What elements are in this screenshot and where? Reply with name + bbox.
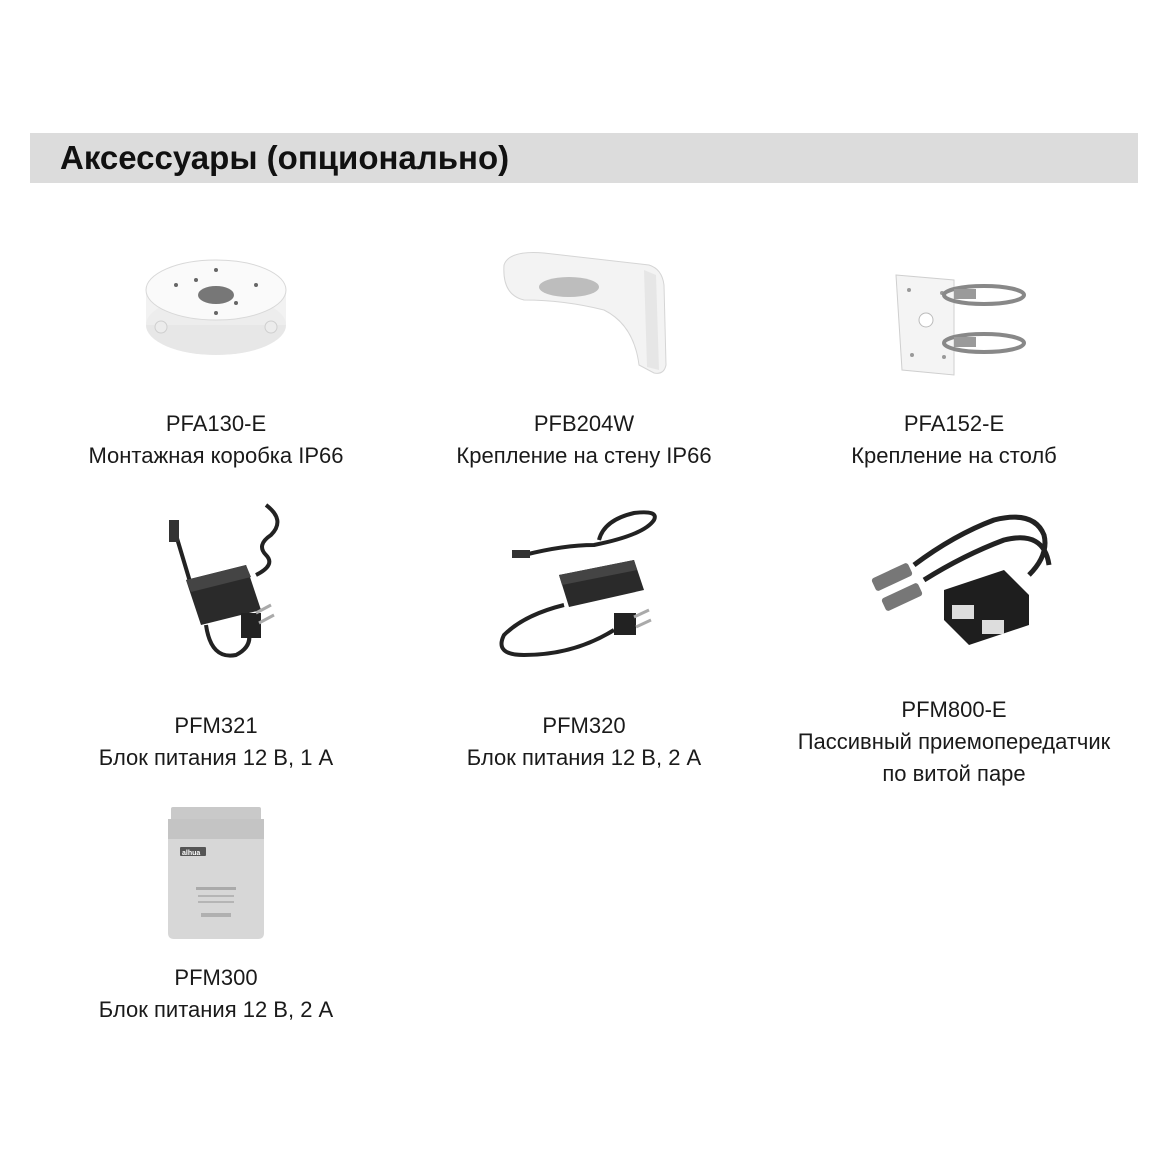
video-balun-icon: [854, 495, 1054, 665]
pole-mount-icon: [854, 245, 1054, 395]
item-description: Блок питания 12 В, 2 А: [466, 745, 702, 770]
power-supply-box-icon: [116, 805, 316, 945]
power-adapter-icon: [484, 495, 684, 685]
junction-box-icon: [116, 245, 316, 395]
item-model: PFA152-E: [903, 411, 1005, 436]
item-description: Пассивный приемопередатчик: [797, 729, 1111, 754]
wall-mount-icon: [484, 245, 684, 395]
power-adapter-icon: [116, 495, 316, 685]
item-model: PFM320: [542, 713, 626, 738]
item-description: Блок питания 12 В, 1 А: [98, 745, 334, 770]
item-description: Крепление на столб: [851, 443, 1057, 468]
item-model: PFB204W: [533, 411, 635, 436]
brand-logo: alhua: [182, 850, 201, 857]
item-model: PFA130-E: [165, 411, 267, 436]
item-description: Крепление на стену IP66: [456, 443, 712, 468]
item-model: PFM321: [174, 713, 258, 738]
item-model: PFM800-E: [901, 697, 1007, 722]
section-title: Аксессуары (опционально): [60, 139, 510, 176]
item-description: Монтажная коробка IP66: [88, 443, 344, 468]
item-description: Блок питания 12 В, 2 А: [98, 997, 334, 1022]
item-description-line2: по витой паре: [882, 761, 1026, 786]
item-model: PFM300: [174, 965, 258, 990]
section-header: [30, 133, 1138, 183]
